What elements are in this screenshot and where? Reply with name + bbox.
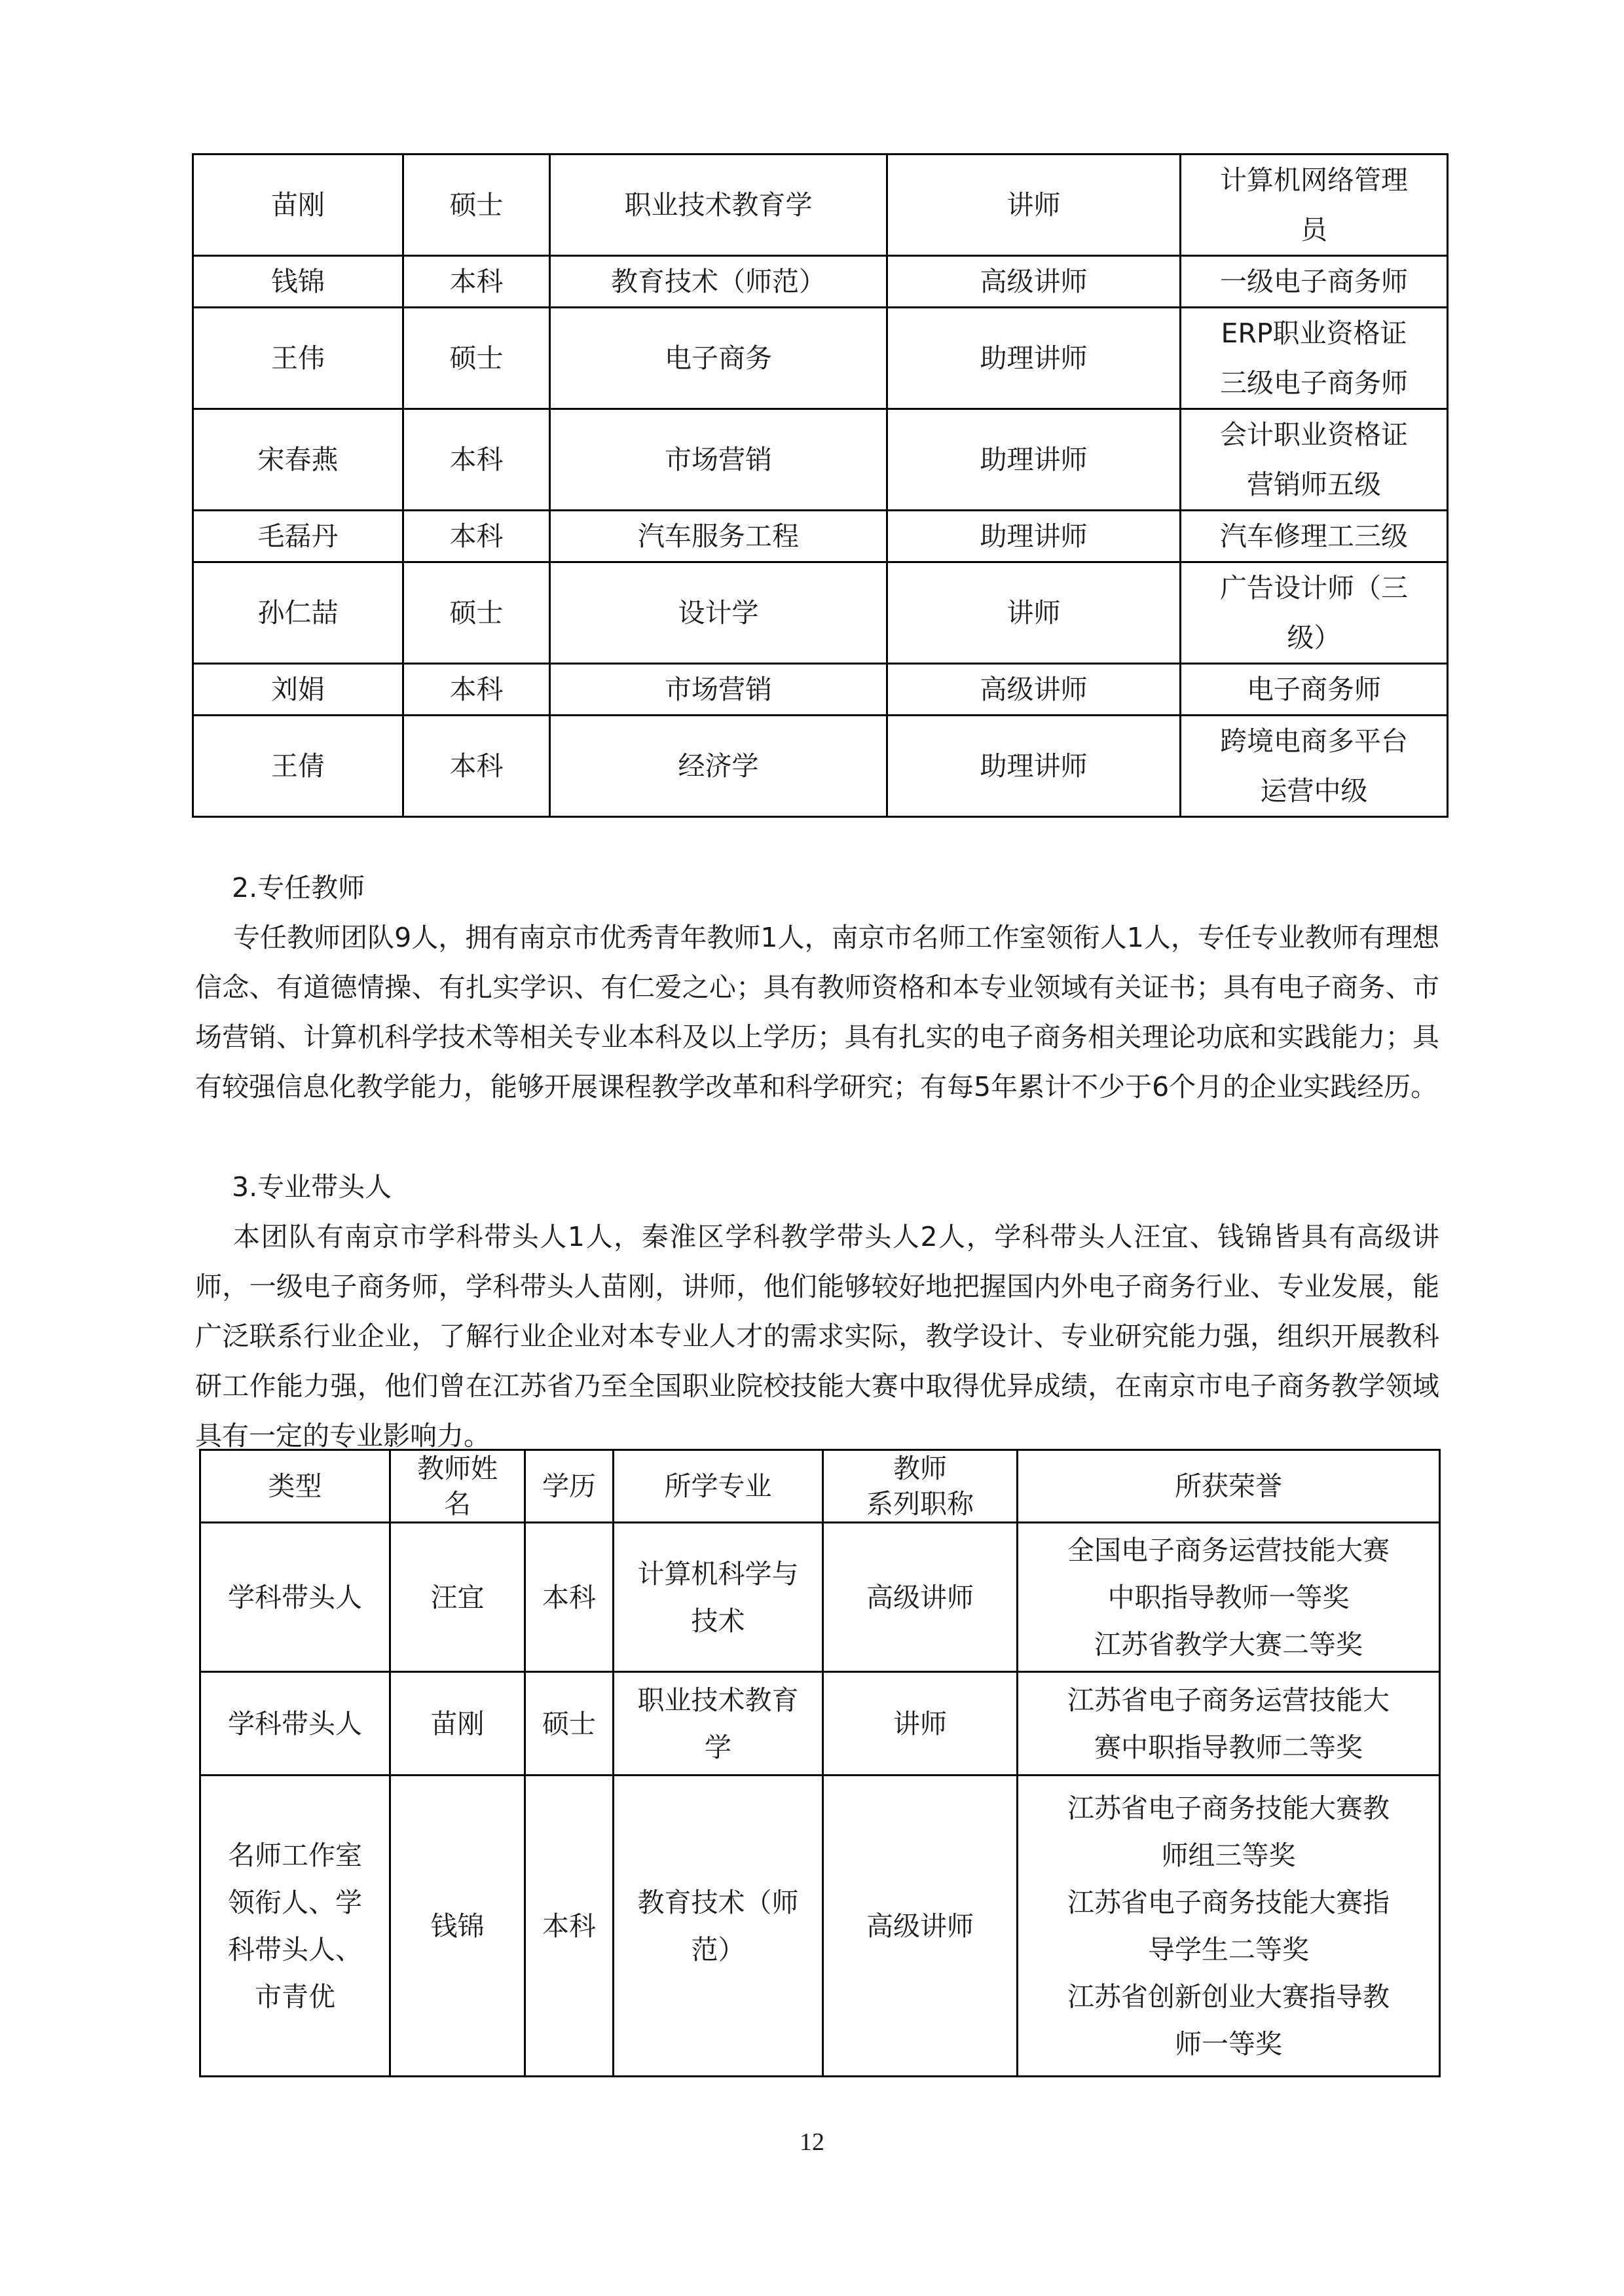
leader-major: [614, 1523, 823, 1672]
leader-type: [200, 1776, 390, 2077]
certificate-line: 广告设计师（三: [1220, 572, 1408, 604]
header-title: 教师 系列职称: [823, 1450, 1018, 1523]
honor-line: 江苏省电子商务技能大赛教: [1067, 1792, 1390, 1824]
staff-certificates: [1181, 409, 1448, 511]
staff-name: 刘娟: [193, 664, 403, 716]
leader-type-line: 领衔人、学: [228, 1886, 362, 1918]
leader-major-line: 学: [705, 1731, 731, 1763]
staff-major: 电子商务: [550, 308, 887, 409]
leader-honors: [1018, 1523, 1440, 1672]
certificate-line: 会计职业资格证: [1220, 419, 1408, 450]
leader-major: [614, 1672, 823, 1776]
section-body-full-time-teachers: 专任教师团队9人，拥有南京市优秀青年教师1人，南京市名师工作室领衔人1人，专任专业教师有理想信念、有道德情操、有扎实学识、有仁爱之心；具有教师资格和本专业领域有关证书；具有电子商务、市场营销、计算机科学技术等相关专业本科及以上学历；具有扎实的电子商务相关理论功底和实践能力；具有较强信息化教学能力，能够开展课程教学改革和科学研究；有每5年累计不少于6个月的企业实践经历。: [195, 922, 1439, 1102]
staff-certificates: [1181, 716, 1448, 817]
staff-degree: 本科: [403, 664, 550, 716]
header-degree: 学历: [525, 1450, 614, 1523]
honor-line: 江苏省创新创业大赛指导教: [1067, 1980, 1390, 2013]
leader-degree: 本科: [525, 1776, 614, 2077]
header-honors: 所获荣誉: [1018, 1450, 1440, 1523]
staff-major: 市场营销: [550, 409, 887, 511]
staff-certificates: [1181, 562, 1448, 664]
staff-certificates: [1181, 308, 1448, 409]
leader-major: [614, 1776, 823, 2077]
staff-table-body: [193, 155, 1448, 817]
certificate-line: ERP职业资格证: [1221, 318, 1407, 349]
certificate-line: 员: [1301, 214, 1327, 246]
staff-table-row: [193, 716, 1448, 817]
leader-type-line: 名师工作室: [228, 1839, 362, 1871]
staff-title: 讲师: [887, 562, 1181, 664]
leaders-table-body: [200, 1523, 1440, 2077]
leader-major-line: 计算机科学与: [637, 1558, 799, 1590]
staff-major: 市场营销: [550, 664, 887, 716]
leaders-table-row: [200, 1672, 1440, 1776]
leader-type-line: 科带头人、: [228, 1933, 362, 1965]
staff-degree: 本科: [403, 716, 550, 817]
staff-name: 王倩: [193, 716, 403, 817]
honor-line: 全国电子商务运营技能大赛: [1067, 1534, 1390, 1566]
staff-degree: 硕士: [403, 308, 550, 409]
staff-major: 职业技术教育学: [550, 155, 887, 256]
staff-certificates: [1181, 155, 1448, 256]
section-body-professional-leaders: 本团队有南京市学科带头人1人，秦淮区学科教学带头人2人，学科带头人汪宜、钱锦皆具有高级讲师，一级电子商务师，学科带头人苗刚，讲师，他们能够较好地把握国内外电子商务行业、专业发展，能广泛联系行业企业，了解行业企业对本专业人才的需求实际，教学设计、专业研究能力强，组织开展教科研工作能力强，他们曾在江苏省乃至全国职业院校技能大赛中取得优异成绩，在南京市电子商务教学领域具有一定的专业影响力。: [195, 1221, 1439, 1451]
staff-table-row: [193, 409, 1448, 511]
leader-major-line: 技术: [691, 1605, 745, 1637]
honor-line: 导学生二等奖: [1148, 1933, 1309, 1965]
certificate-line: 汽车修理工三级: [1220, 520, 1408, 552]
staff-major: 教育技术（师范）: [550, 256, 887, 308]
leader-major-line: 教育技术（师: [637, 1886, 799, 1918]
staff-table-row: [193, 308, 1448, 409]
section-heading-full-time-teachers: 2.专任教师: [232, 872, 365, 903]
leader-honors: [1018, 1776, 1440, 2077]
leader-major-line: 范）: [691, 1933, 745, 1965]
staff-certificates: [1181, 664, 1448, 716]
leader-title: 高级讲师: [823, 1523, 1018, 1672]
leader-type-line: 学科带头人: [228, 1707, 362, 1740]
staff-degree: 硕士: [403, 155, 550, 256]
staff-title: 高级讲师: [887, 664, 1181, 716]
leader-major-line: 职业技术教育: [637, 1684, 799, 1716]
page-number: 12: [800, 2128, 824, 2156]
staff-table: [192, 153, 1449, 818]
staff-table-row: [193, 155, 1448, 256]
honor-line: 赛中职指导教师二等奖: [1094, 1731, 1363, 1763]
certificate-line: 三级电子商务师: [1220, 367, 1408, 399]
staff-name: 孙仁喆: [193, 562, 403, 664]
staff-name: 苗刚: [193, 155, 403, 256]
certificate-line: 计算机网络管理: [1220, 164, 1408, 196]
header-major: 所学专业: [614, 1450, 823, 1523]
leader-degree: 本科: [525, 1523, 614, 1672]
certificate-line: 一级电子商务师: [1220, 266, 1408, 297]
certificate-line: 跨境电商多平台: [1220, 725, 1408, 757]
staff-title: 助理讲师: [887, 409, 1181, 511]
header-type: 类型: [200, 1450, 390, 1523]
staff-major: 汽车服务工程: [550, 511, 887, 562]
leaders-table-row: [200, 1776, 1440, 2077]
certificate-line: 级）: [1287, 622, 1341, 653]
staff-degree: 本科: [403, 409, 550, 511]
certificate-line: 运营中级: [1260, 775, 1368, 807]
leader-name: 苗刚: [390, 1672, 525, 1776]
staff-name: 王伟: [193, 308, 403, 409]
leader-name: 钱锦: [390, 1776, 525, 2077]
leader-title: 讲师: [823, 1672, 1018, 1776]
staff-name: 毛磊丹: [193, 511, 403, 562]
staff-table-row: [193, 511, 1448, 562]
leaders-table-header-row: [200, 1450, 1440, 1523]
staff-title: 助理讲师: [887, 308, 1181, 409]
leader-honors: [1018, 1672, 1440, 1776]
staff-table-row: [193, 256, 1448, 308]
staff-title: 助理讲师: [887, 511, 1181, 562]
honor-line: 师组三等奖: [1161, 1839, 1296, 1871]
staff-table-row: [193, 664, 1448, 716]
leader-degree: 硕士: [525, 1672, 614, 1776]
leaders-table-row: [200, 1523, 1440, 1672]
leader-name: 汪宜: [390, 1523, 525, 1672]
leader-type: [200, 1672, 390, 1776]
staff-title: 助理讲师: [887, 716, 1181, 817]
leaders-table: [199, 1449, 1441, 2077]
certificate-line: 电子商务师: [1247, 674, 1381, 705]
staff-name: 钱锦: [193, 256, 403, 308]
staff-table-row: [193, 562, 1448, 664]
staff-degree: 本科: [403, 256, 550, 308]
leader-type: [200, 1523, 390, 1672]
certificate-line: 营销师五级: [1247, 469, 1381, 500]
staff-title: 讲师: [887, 155, 1181, 256]
honor-line: 江苏省教学大赛二等奖: [1094, 1628, 1363, 1660]
staff-title: 高级讲师: [887, 256, 1181, 308]
leader-type-line: 学科带头人: [228, 1581, 362, 1613]
honor-line: 江苏省电子商务运营技能大: [1067, 1684, 1390, 1716]
honor-line: 师一等奖: [1175, 2028, 1282, 2060]
honor-line: 中职指导教师一等奖: [1107, 1581, 1350, 1613]
staff-degree: 本科: [403, 511, 550, 562]
section-heading-professional-leaders: 3.专业带头人: [232, 1171, 392, 1203]
staff-major: 经济学: [550, 716, 887, 817]
staff-certificates: [1181, 256, 1448, 308]
staff-major: 设计学: [550, 562, 887, 664]
staff-degree: 硕士: [403, 562, 550, 664]
header-name: 教师姓 名: [390, 1450, 525, 1523]
leader-type-line: 市青优: [255, 1980, 335, 2013]
leader-title: 高级讲师: [823, 1776, 1018, 2077]
staff-name: 宋春燕: [193, 409, 403, 511]
honor-line: 江苏省电子商务技能大赛指: [1067, 1886, 1390, 1918]
staff-certificates: [1181, 511, 1448, 562]
